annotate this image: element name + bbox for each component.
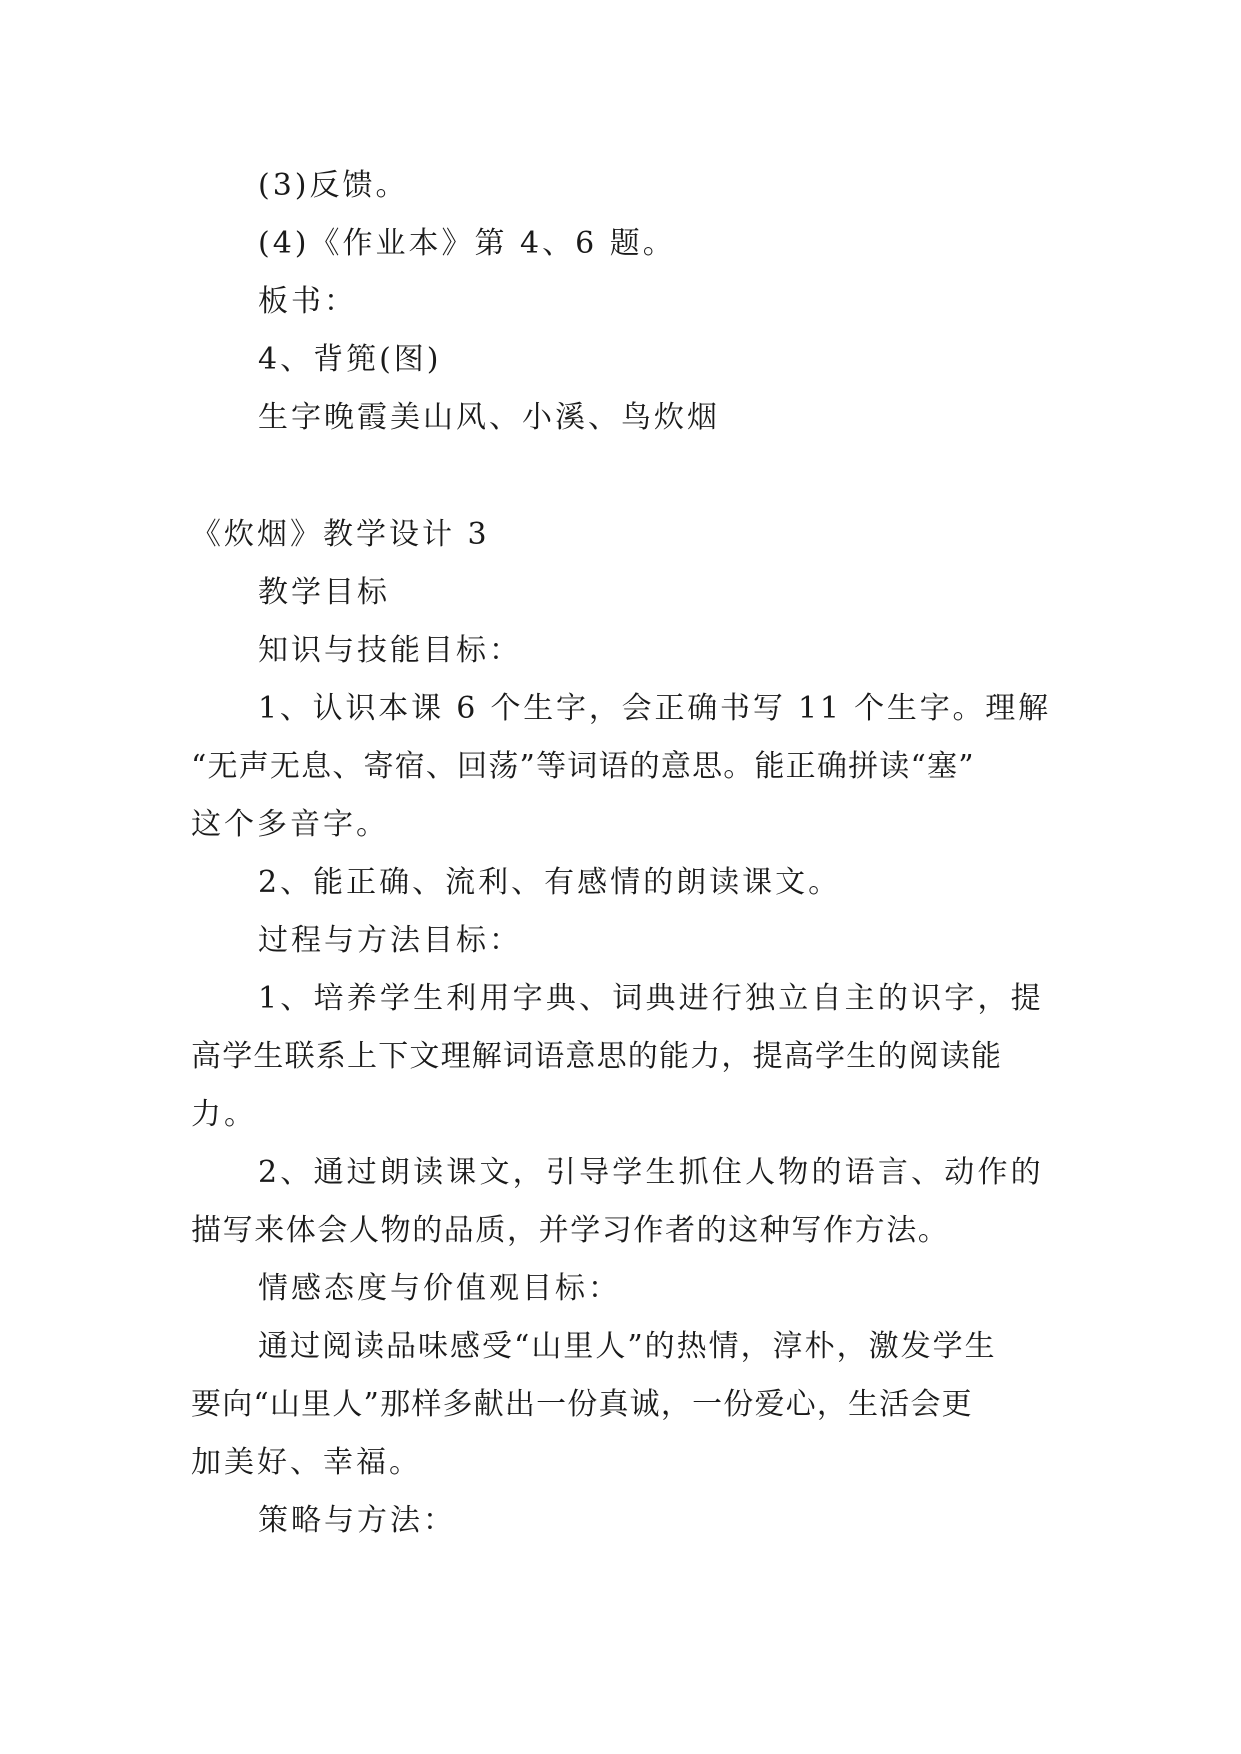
text-line-strategies: 策略与方法： <box>258 1503 456 1538</box>
text-line-emotion-b: 要向“山里人”那样多献出一份真诚，一份爱心，生活会更 <box>191 1387 973 1422</box>
text-line-teaching-goals: 教学目标 <box>258 575 390 610</box>
text-line-emotion-a: 通过阅读品味感受“山里人”的热情，淳朴，激发学生 <box>258 1329 997 1364</box>
text-line-emotion-c: 加美好、幸福。 <box>191 1445 422 1480</box>
text-line-lesson-4: 4、背篼(图) <box>258 342 442 377</box>
text-line-process-2a: 2、通过朗读课文，引导学生抓住人物的语言、动作的 <box>258 1155 1044 1190</box>
text-line-feedback: (3)反馈。 <box>258 168 409 203</box>
text-line-emotion-values: 情感态度与价值观目标： <box>258 1271 621 1306</box>
text-line-process-2b: 描写来体会人物的品质，并学习作者的这种写作方法。 <box>191 1213 950 1248</box>
text-line-process-1c: 力。 <box>191 1097 257 1132</box>
text-line-homework: (4)《作业本》第 4、6 题。 <box>258 226 676 261</box>
text-line-new-words: 生字晚霞美山风、小溪、鸟炊烟 <box>258 400 720 435</box>
text-line-goal-1c: 这个多音字。 <box>191 807 389 842</box>
text-line-process-methods: 过程与方法目标： <box>258 923 522 958</box>
text-line-goal-1b: “无声无息、寄宿、回荡”等词语的意思。能正确拼读“塞” <box>191 749 975 784</box>
text-line-process-1a: 1、培养学生利用字典、词典进行独立自主的识字，提 <box>258 981 1044 1016</box>
section-title: 《炊烟》教学设计 3 <box>191 517 490 552</box>
text-line-blackboard: 板书： <box>258 284 357 319</box>
text-line-goal-1a: 1、认识本课 6 个生字，会正确书写 11 个生字。理解 <box>258 691 1051 726</box>
text-line-goal-2: 2、能正确、流利、有感情的朗读课文。 <box>258 865 842 900</box>
text-line-process-1b: 高学生联系上下文理解词语意思的能力，提高学生的阅读能 <box>191 1039 1003 1074</box>
text-line-knowledge-skills: 知识与技能目标： <box>258 633 522 668</box>
